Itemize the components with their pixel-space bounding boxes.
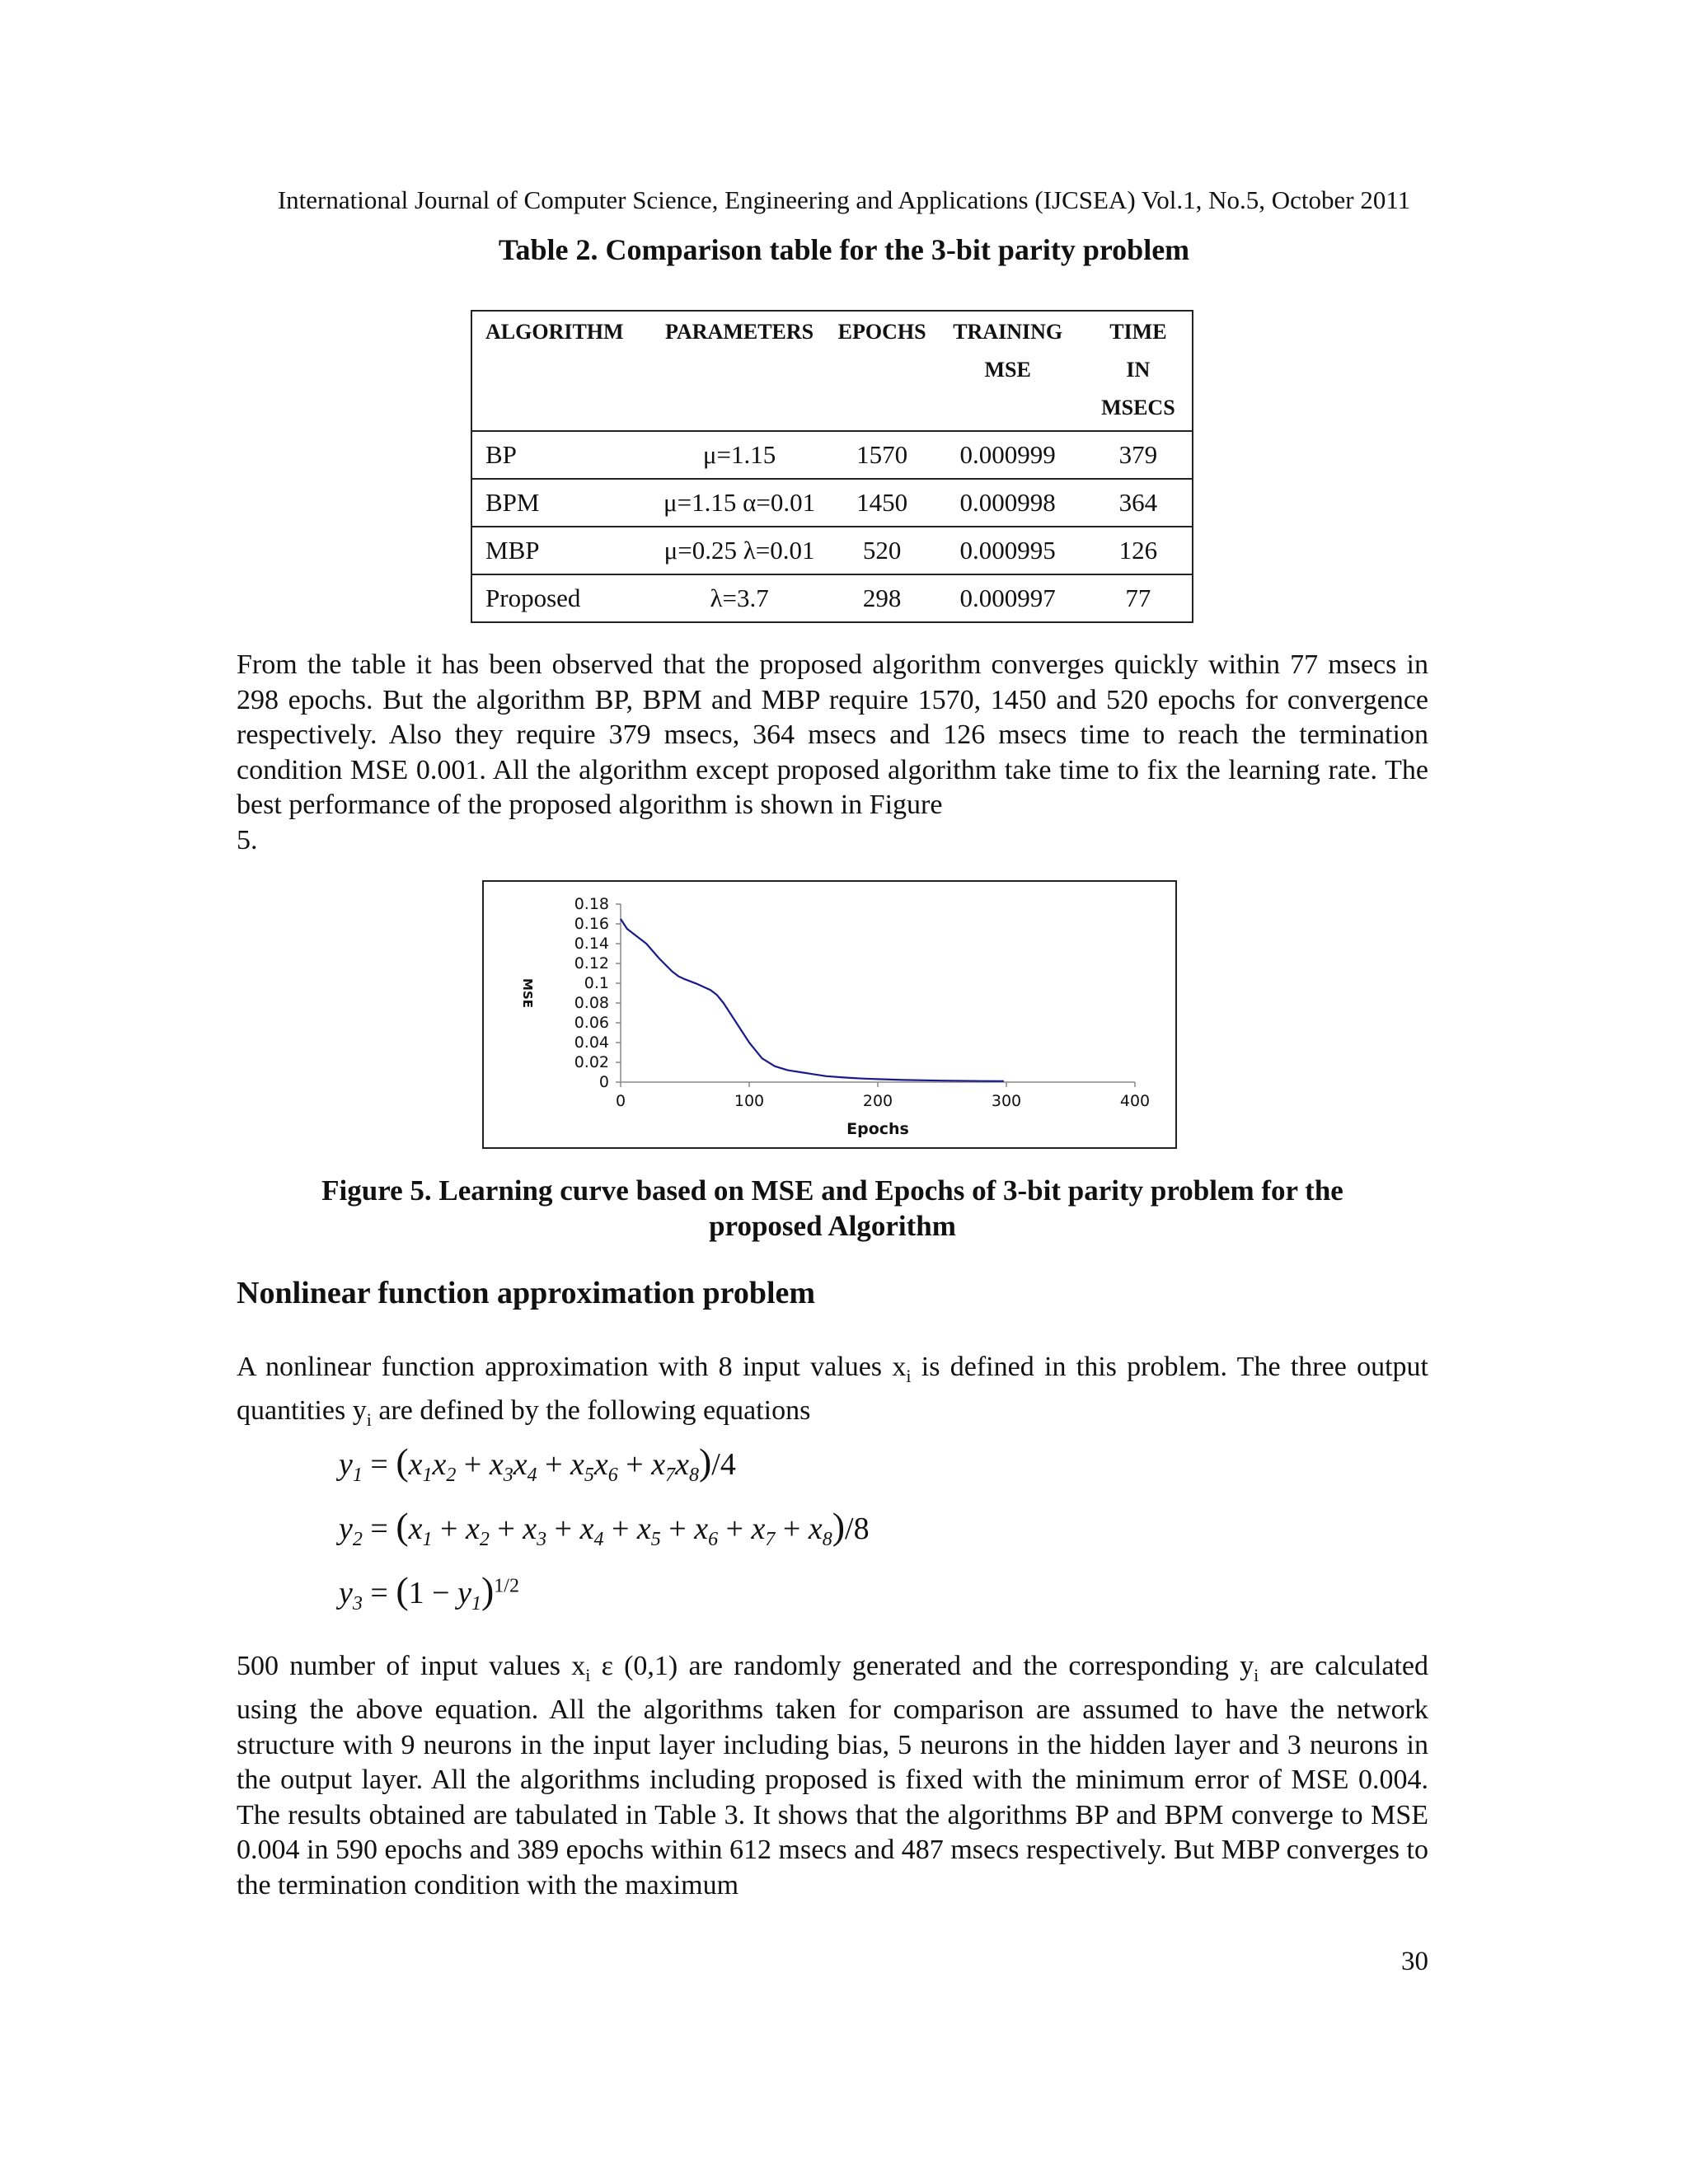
learning-curve-figure	[482, 880, 1177, 1149]
y-tick-label: 0.06	[574, 1014, 609, 1032]
paragraph-problem-definition	[237, 1350, 1428, 1438]
cell-parameters: λ=3.7	[710, 583, 769, 612]
paragraph-body: From the table it has been observed that the proposed algorithm converges quickly within 77 msecs in 298 epochs. But the algorithm BP, BPM and MBP require 1570, 1450 and 520 epochs for convergence respectively. Also they require 379 msecs, 364 msecs and 126 msecs time to reach the termination condition MSE 0.001. All the algorithm except proposed algorithm take time to fix the learning rate. The best performance of the proposed algorithm is shown in Figure	[237, 649, 1428, 820]
journal-header: International Journal of Computer Science, Engineering and Applications (IJCSEA) Vol.1, No.5, October 2011	[277, 185, 1411, 214]
paragraph-experiment	[237, 1649, 1428, 1903]
header-time	[1085, 311, 1193, 431]
header-mse-line2: MSE	[984, 358, 1031, 382]
y-tick-label: 0.14	[574, 935, 609, 953]
figure-caption	[237, 1173, 1428, 1244]
header-epochs: EPOCHS	[837, 320, 926, 344]
equation-y1: $y_1 = (x_1x_2 + x_3x_4 + x_5x_6 + x_7x_8)/4$	[339, 1441, 736, 1486]
table-caption: Table 2. Comparison table for the 3-bit parity problem	[498, 233, 1190, 266]
cell-time: 379	[1118, 440, 1158, 469]
x-tick-label: 400	[1119, 1092, 1151, 1110]
cell-parameters: μ=1.15 α=0.01	[663, 488, 816, 517]
subscript: i	[585, 1664, 591, 1685]
cell-mse: 0.000997	[959, 583, 1056, 612]
cell-time: 77	[1125, 583, 1151, 612]
y-tick-label: 0.04	[574, 1033, 609, 1052]
equation-y3: $y_3 = (1 - y_1)^{1/2}$	[339, 1569, 519, 1615]
text-run: are defined by the following equations	[371, 1395, 811, 1427]
y-tick-label: 0.02	[574, 1053, 609, 1071]
header-time-line1: TIME	[1109, 320, 1167, 344]
x-tick-label: 200	[862, 1092, 893, 1110]
cell-algorithm: MBP	[485, 536, 540, 565]
y-axis-title: MSE	[520, 978, 535, 1008]
equation-y2: $y_2 = (x_1 + x_2 + x_3 + x_4 + x_5 + x_6 + x_7 + x_8)/8$	[339, 1505, 870, 1550]
x-axis-title: Epochs	[846, 1120, 909, 1138]
paragraph-table-discussion	[237, 648, 1428, 858]
series-line-proposed	[621, 919, 1004, 1081]
header-mse-line1: TRAINING	[953, 320, 1063, 344]
text-run: A nonlinear function approximation with 8 input values x	[237, 1352, 907, 1382]
y-tick-label: 0	[598, 1073, 609, 1091]
subscript: i	[366, 1409, 372, 1431]
y-tick-label: 0.12	[574, 954, 609, 972]
figure-caption-line2: proposed Algorithm	[709, 1210, 956, 1242]
cell-epochs: 1450	[856, 488, 908, 517]
x-tick-label: 100	[734, 1092, 765, 1110]
section-heading: Nonlinear function approximation problem	[237, 1276, 816, 1310]
table-row	[471, 527, 1193, 574]
figure-caption-line1: Figure 5. Learning curve based on MSE and Epochs of 3-bit parity problem for the	[321, 1174, 1343, 1207]
text-run: 500 number of input values x	[237, 1651, 586, 1681]
cell-mse: 0.000999	[959, 440, 1056, 469]
text-run: ε (0,1) are randomly generated and the corresponding y	[590, 1651, 1254, 1681]
y-tick-label: 0.16	[574, 915, 609, 933]
cell-mse: 0.000998	[959, 488, 1056, 517]
y-tick-label: 0.18	[574, 895, 609, 913]
table-row	[471, 431, 1193, 479]
header-parameters: PARAMETERS	[665, 320, 814, 344]
header-time-line3: MSECS	[1101, 396, 1175, 419]
x-tick-label: 300	[991, 1092, 1022, 1110]
cell-epochs: 1570	[856, 440, 908, 469]
x-tick-label: 0	[615, 1092, 626, 1110]
learning-curve-chart	[484, 882, 1179, 1151]
cell-epochs: 298	[862, 583, 902, 612]
cell-algorithm: BPM	[485, 488, 540, 517]
page-number: 30	[1401, 1947, 1428, 1976]
cell-algorithm: Proposed	[485, 583, 581, 612]
cell-parameters: μ=1.15	[702, 440, 776, 469]
table-header-row	[471, 311, 1193, 431]
cell-mse: 0.000995	[959, 536, 1056, 565]
cell-parameters: μ=0.25 λ=0.01	[663, 536, 815, 565]
paragraph-last-line: 5.	[237, 824, 258, 855]
cell-time: 126	[1118, 536, 1158, 565]
cell-time: 364	[1118, 488, 1158, 517]
table-row	[471, 574, 1193, 622]
cell-algorithm: BP	[485, 440, 517, 469]
comparison-table	[471, 310, 1193, 623]
header-time-line2: IN	[1126, 358, 1151, 382]
y-tick-label: 0.1	[584, 974, 609, 992]
header-algorithm: ALGORITHM	[485, 320, 624, 344]
text-run: are calculated using the above equation. All the algorithms taken for comparison are assumed to have the network structure with 9 neurons in the input layer including bias, 5 neurons in the hidden layer and 3 neurons in the output layer. All the algorithms including proposed is fixed with the minimum error of MSE 0.004. The results obtained are tabulated in Table 3. It shows that the algorithms BP and BPM converge to MSE 0.004 in 590 epochs and 389 epochs within 612 msecs and 487 msecs respectively. But MBP converges to the termination condition with the maximum	[237, 1651, 1429, 1900]
subscript: i	[1254, 1664, 1259, 1685]
header-training-mse	[931, 311, 1085, 431]
text-run: is defined in this problem. The three output quantities y	[237, 1352, 1428, 1427]
table-row	[471, 479, 1193, 527]
cell-epochs: 520	[862, 536, 902, 565]
subscript: i	[906, 1365, 912, 1386]
y-tick-label: 0.08	[574, 994, 609, 1012]
